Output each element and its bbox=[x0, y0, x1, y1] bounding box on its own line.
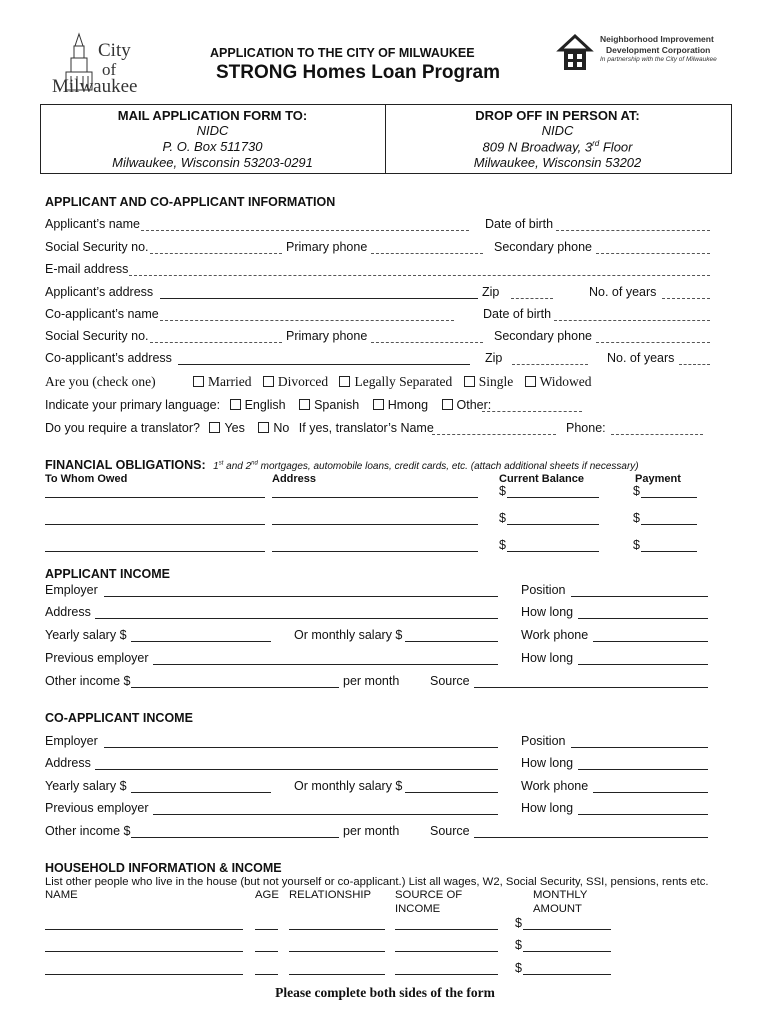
separated-label: Legally Separated bbox=[354, 374, 453, 389]
col-current-balance: Current Balance bbox=[499, 473, 584, 485]
email-field[interactable] bbox=[129, 275, 710, 276]
financial-row3-address[interactable] bbox=[272, 551, 478, 552]
hh-row2-source[interactable] bbox=[395, 951, 498, 952]
col-address: Address bbox=[272, 473, 317, 485]
spanish-label: Spanish bbox=[314, 398, 360, 412]
mail-heading: MAIL APPLICATION FORM TO: bbox=[117, 108, 308, 123]
col-hh-age: AGE bbox=[255, 889, 279, 901]
hh-row3-source[interactable] bbox=[395, 974, 498, 975]
applicant-address-label: Applicant’s address bbox=[45, 285, 154, 299]
checkbox-translator-yes[interactable] bbox=[209, 422, 220, 433]
financial-row2-owed[interactable] bbox=[45, 524, 265, 525]
applicant-dob-field[interactable] bbox=[556, 230, 710, 231]
marital-question: Are you (check one) bbox=[45, 374, 156, 389]
single-label: Single bbox=[478, 374, 514, 389]
ci-monthly-field[interactable] bbox=[405, 792, 498, 793]
financial-row1-dollar: $ bbox=[499, 484, 506, 498]
financial-row3-payment[interactable] bbox=[641, 551, 697, 552]
applicant-years-field[interactable] bbox=[662, 298, 710, 299]
ai-yearly-label: Yearly salary $ bbox=[45, 628, 127, 642]
translator-no-label: No bbox=[273, 421, 290, 435]
financial-row2-payment[interactable] bbox=[641, 524, 697, 525]
other-language-label: Other: bbox=[456, 398, 492, 412]
applicant-dob-label: Date of birth bbox=[485, 217, 554, 231]
ai-other-label: Other income $ bbox=[45, 674, 131, 688]
ci-monthly-label: Or monthly salary $ bbox=[294, 779, 403, 793]
form-title-line1: APPLICATION TO THE CITY OF MILWAUKEE bbox=[210, 46, 475, 60]
financial-heading-row bbox=[45, 458, 639, 472]
co-applicant-dob-label: Date of birth bbox=[483, 307, 552, 321]
co-applicant-zip-field[interactable] bbox=[512, 364, 588, 365]
col-hh-monthly-1: MONTHLY bbox=[533, 889, 588, 901]
married-label: Married bbox=[208, 374, 252, 389]
co-applicant-zip-label: Zip bbox=[485, 351, 503, 365]
ai-position-label: Position bbox=[521, 583, 566, 597]
checkbox-married[interactable] bbox=[193, 376, 204, 387]
translator-name-label: If yes, translator’s Name bbox=[298, 421, 434, 435]
ai-previous-label: Previous employer bbox=[45, 651, 149, 665]
co-applicant-primary-phone-field[interactable] bbox=[371, 342, 483, 343]
ai-per-month-label: per month bbox=[343, 674, 400, 688]
checkbox-separated[interactable] bbox=[339, 376, 350, 387]
ci-position-label: Position bbox=[521, 734, 566, 748]
co-applicant-ssn-field[interactable] bbox=[150, 342, 282, 343]
ci-address-field[interactable] bbox=[95, 769, 498, 770]
ci-source-label: Source bbox=[430, 824, 470, 838]
nidc-logo-line1: Neighborhood Improvement bbox=[600, 34, 714, 44]
co-applicant-years-field[interactable] bbox=[679, 364, 710, 365]
ci-how-long-field[interactable] bbox=[578, 769, 708, 770]
hh-row2-name[interactable] bbox=[45, 951, 243, 952]
translator-phone-label: Phone: bbox=[566, 421, 606, 435]
ci-employer-field[interactable] bbox=[104, 747, 498, 748]
financial-row3-dollar: $ bbox=[499, 538, 506, 552]
co-applicant-secondary-phone-label: Secondary phone bbox=[494, 329, 592, 343]
checkbox-widowed[interactable] bbox=[525, 376, 536, 387]
checkbox-translator-no[interactable] bbox=[258, 422, 269, 433]
ci-work-phone-field[interactable] bbox=[593, 792, 708, 793]
co-applicant-name-field[interactable] bbox=[160, 320, 454, 321]
checkbox-single[interactable] bbox=[464, 376, 475, 387]
nidc-logo bbox=[556, 32, 726, 72]
hh-row1-amount[interactable] bbox=[523, 929, 611, 930]
ci-previous-field[interactable] bbox=[153, 814, 498, 815]
household-instructions: List other people who live in the house (but not yourself or co-applicant.) List all wages, W2, Social Security, SSI, pensions, rents etc. bbox=[45, 876, 709, 888]
applicant-primary-phone-label: Primary phone bbox=[286, 240, 368, 254]
ai-prev-how-long-field[interactable] bbox=[578, 664, 708, 665]
co-applicant-ssn-label: Social Security no. bbox=[45, 329, 149, 343]
financial-row1-owed[interactable] bbox=[45, 497, 265, 498]
co-applicant-name-label: Co-applicant’s name bbox=[45, 307, 159, 321]
applicant-zip-field[interactable] bbox=[511, 298, 553, 299]
house-icon bbox=[556, 32, 594, 72]
financial-row3-balance[interactable] bbox=[507, 551, 599, 552]
co-applicant-address-label: Co-applicant’s address bbox=[45, 351, 172, 365]
mail-line3: Milwaukee, Wisconsin 53203-0291 bbox=[112, 155, 313, 170]
translator-yes-label: Yes bbox=[224, 421, 245, 435]
financial-heading: FINANCIAL OBLIGATIONS: bbox=[45, 458, 206, 472]
financial-row1-payment[interactable] bbox=[641, 497, 697, 498]
nidc-logo-line3: In partnership with the City of Milwaukee bbox=[600, 56, 717, 63]
ai-employer-label: Employer bbox=[45, 583, 98, 597]
nidc-logo-line2: Development Corporation bbox=[606, 45, 711, 55]
ci-other-field[interactable] bbox=[131, 837, 339, 838]
hh-row3-relationship[interactable] bbox=[289, 974, 385, 975]
hh-row1-source[interactable] bbox=[395, 929, 498, 930]
household-heading: HOUSEHOLD INFORMATION & INCOME bbox=[45, 861, 282, 875]
city-logo-line3: Milwaukee bbox=[52, 76, 138, 97]
ai-monthly-label: Or monthly salary $ bbox=[294, 628, 403, 642]
col-hh-monthly-2: AMOUNT bbox=[533, 903, 582, 915]
language-row bbox=[45, 398, 491, 412]
ci-previous-label: Previous employer bbox=[45, 801, 149, 815]
email-label: E-mail address bbox=[45, 262, 129, 276]
ci-other-label: Other income $ bbox=[45, 824, 131, 838]
hh-row1-relationship[interactable] bbox=[289, 929, 385, 930]
hh-row1-name[interactable] bbox=[45, 929, 243, 930]
financial-row2-pdollar: $ bbox=[633, 511, 640, 525]
hh-row3-age[interactable] bbox=[255, 974, 278, 975]
ci-yearly-label: Yearly salary $ bbox=[45, 779, 127, 793]
ci-prev-how-long-label: How long bbox=[521, 801, 574, 815]
co-income-heading: CO-APPLICANT INCOME bbox=[45, 711, 193, 725]
ai-prev-how-long-label: How long bbox=[521, 651, 574, 665]
ci-source-field[interactable] bbox=[474, 837, 708, 838]
financial-row3-owed[interactable] bbox=[45, 551, 265, 552]
hh-row3-name[interactable] bbox=[45, 974, 243, 975]
widowed-label: Widowed bbox=[539, 374, 592, 389]
drop-line1: NIDC bbox=[541, 123, 574, 138]
co-applicant-dob-field[interactable] bbox=[554, 320, 710, 321]
hh-row2-age[interactable] bbox=[255, 951, 278, 952]
ai-source-label: Source bbox=[430, 674, 470, 688]
applicant-years-label: No. of years bbox=[589, 285, 657, 299]
hh-row2-amount[interactable] bbox=[523, 951, 611, 952]
city-of-milwaukee-logo bbox=[52, 30, 136, 96]
hh-row1-age[interactable] bbox=[255, 929, 278, 930]
ci-how-long-label: How long bbox=[521, 756, 574, 770]
city-logo-line2: of bbox=[102, 60, 117, 79]
applicant-secondary-phone-field[interactable] bbox=[596, 253, 710, 254]
co-applicant-primary-phone-label: Primary phone bbox=[286, 329, 368, 343]
hh-row3-dollar: $ bbox=[515, 961, 522, 975]
ai-yearly-field[interactable] bbox=[131, 641, 271, 642]
ai-position-field[interactable] bbox=[571, 596, 708, 597]
applicant-info-heading: APPLICANT AND CO-APPLICANT INFORMATION bbox=[45, 195, 336, 209]
footer-note: Please complete both sides of the form bbox=[275, 985, 495, 1000]
divorced-label: Divorced bbox=[277, 374, 329, 389]
english-label: English bbox=[244, 398, 286, 412]
financial-row2-balance[interactable] bbox=[507, 524, 599, 525]
financial-row3-pdollar: $ bbox=[633, 538, 640, 552]
col-hh-source-1: SOURCE OF bbox=[395, 889, 463, 901]
checkbox-spanish[interactable] bbox=[299, 399, 310, 410]
applicant-secondary-phone-label: Secondary phone bbox=[494, 240, 592, 254]
ai-previous-field[interactable] bbox=[153, 664, 498, 665]
col-payment: Payment bbox=[635, 473, 681, 485]
translator-question: Do you require a translator? bbox=[45, 421, 200, 435]
col-to-whom-owed: To Whom Owed bbox=[45, 473, 128, 485]
co-applicant-secondary-phone-field[interactable] bbox=[596, 342, 710, 343]
ci-position-field[interactable] bbox=[571, 747, 708, 748]
hh-row2-relationship[interactable] bbox=[289, 951, 385, 952]
checkbox-other-language[interactable] bbox=[442, 399, 453, 410]
co-applicant-address-field[interactable] bbox=[178, 364, 470, 365]
applicant-address-field[interactable] bbox=[160, 298, 478, 299]
drop-line2: 809 N Broadway, 3rd Floor bbox=[482, 139, 633, 155]
financial-row2-address[interactable] bbox=[272, 524, 478, 525]
checkbox-english[interactable] bbox=[230, 399, 241, 410]
applicant-ssn-label: Social Security no. bbox=[45, 240, 149, 254]
mail-line1: NIDC bbox=[196, 123, 229, 138]
marital-options bbox=[193, 374, 592, 390]
financial-row1-address[interactable] bbox=[272, 497, 478, 498]
col-hh-source-2: INCOME bbox=[395, 903, 441, 915]
financial-row2-dollar: $ bbox=[499, 511, 506, 525]
checkbox-divorced[interactable] bbox=[263, 376, 274, 387]
mail-line2: P. O. Box 511730 bbox=[162, 139, 263, 154]
hh-row2-dollar: $ bbox=[515, 938, 522, 952]
applicant-ssn-field[interactable] bbox=[150, 253, 282, 254]
applicant-name-field[interactable] bbox=[141, 230, 469, 231]
translator-name-field[interactable] bbox=[432, 434, 556, 435]
ci-yearly-field[interactable] bbox=[131, 792, 271, 793]
financial-row1-balance[interactable] bbox=[507, 497, 599, 498]
financial-row1-pdollar: $ bbox=[633, 484, 640, 498]
applicant-primary-phone-field[interactable] bbox=[371, 253, 483, 254]
translator-row bbox=[45, 421, 434, 435]
language-question: Indicate your primary language: bbox=[45, 398, 221, 412]
ai-monthly-field[interactable] bbox=[405, 641, 498, 642]
financial-note: 1st and 2nd mortgages, automobile loans, credit cards, etc. (attach additional sheets if necessary) bbox=[213, 460, 639, 472]
ci-prev-how-long-field[interactable] bbox=[578, 814, 708, 815]
ci-employer-label: Employer bbox=[45, 734, 98, 748]
col-hh-name: NAME bbox=[45, 889, 78, 901]
applicant-income-heading: APPLICANT INCOME bbox=[45, 567, 170, 581]
checkbox-hmong[interactable] bbox=[373, 399, 384, 410]
applicant-name-label: Applicant’s name bbox=[45, 217, 140, 231]
ci-work-phone-label: Work phone bbox=[521, 779, 589, 793]
form-title-line2: STRONG Homes Loan Program bbox=[216, 62, 500, 83]
ai-source-field[interactable] bbox=[474, 687, 708, 688]
ai-work-phone-label: Work phone bbox=[521, 628, 589, 642]
ci-address-label: Address bbox=[45, 756, 91, 770]
ai-how-long-field[interactable] bbox=[578, 618, 708, 619]
other-language-field[interactable] bbox=[482, 411, 582, 412]
ai-work-phone-field[interactable] bbox=[593, 641, 708, 642]
ai-employer-field[interactable] bbox=[104, 596, 498, 597]
applicant-zip-label: Zip bbox=[482, 285, 500, 299]
drop-heading: DROP OFF IN PERSON AT: bbox=[475, 108, 640, 123]
hh-row1-dollar: $ bbox=[515, 916, 522, 930]
co-applicant-years-label: No. of years bbox=[607, 351, 675, 365]
ai-other-field[interactable] bbox=[131, 687, 339, 688]
ai-address-field[interactable] bbox=[95, 618, 498, 619]
col-hh-relationship: RELATIONSHIP bbox=[289, 889, 372, 901]
city-logo-line1: City bbox=[98, 40, 131, 61]
hmong-label: Hmong bbox=[387, 398, 429, 412]
ai-how-long-label: How long bbox=[521, 605, 574, 619]
drop-line3: Milwaukee, Wisconsin 53202 bbox=[473, 155, 642, 170]
translator-phone-field[interactable] bbox=[611, 434, 703, 435]
ci-per-month-label: per month bbox=[343, 824, 400, 838]
hh-row3-amount[interactable] bbox=[523, 974, 611, 975]
ai-address-label: Address bbox=[45, 605, 91, 619]
